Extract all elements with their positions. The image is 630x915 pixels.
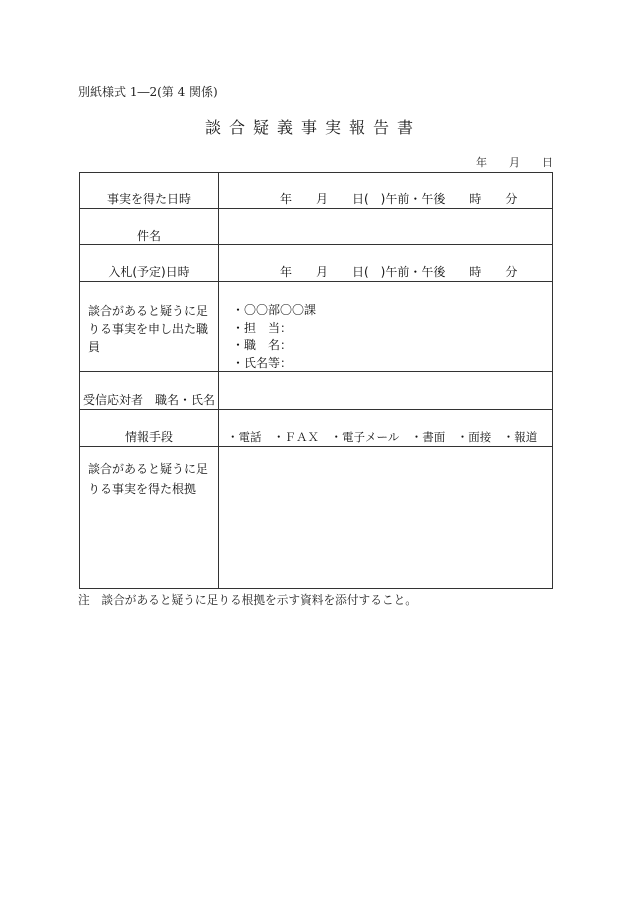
evidence-basis-label-line: 談合があると疑うに足	[88, 462, 209, 476]
staff-name-item: ・氏名等：	[232, 356, 293, 371]
reporting-staff-label-line: りる事実を申し出た職	[88, 322, 209, 336]
row-receiver	[80, 372, 552, 410]
report-form-table	[79, 172, 553, 589]
option-press: ・報道	[502, 430, 538, 444]
row-bid-datetime	[80, 245, 552, 282]
evidence-basis-value-field	[219, 447, 552, 588]
info-means-label: 情報手段	[80, 410, 219, 446]
row-subject	[80, 209, 552, 245]
document-title: 談合疑義事実報告書	[205, 118, 422, 137]
receiver-value-field	[219, 372, 552, 409]
evidence-basis-label	[80, 447, 219, 588]
bid-datetime-value: 年 月 日( )午前・午後 時 分	[280, 265, 518, 279]
option-fax: ・ＦＡＸ	[273, 430, 319, 444]
receiver-label: 受信応対者 職名・氏名	[80, 372, 219, 409]
reporting-staff-value	[219, 282, 552, 371]
staff-in-charge-item: ・担 当：	[232, 320, 293, 335]
staff-position-item: ・職 名：	[232, 338, 293, 353]
option-document: ・書面	[410, 430, 446, 444]
option-phone: ・電話	[227, 430, 262, 444]
reporting-staff-label-line: 談合があると疑うに足	[88, 304, 209, 318]
fact-datetime-label: 事実を得た日時	[80, 173, 219, 208]
report-date: 年 月 日	[476, 156, 553, 169]
row-reporting-staff	[80, 282, 552, 372]
option-email: ・電子メール	[330, 430, 400, 444]
row-evidence-basis	[80, 447, 552, 588]
row-info-means	[80, 410, 552, 447]
info-means-options	[219, 410, 552, 446]
fact-datetime-value: 年 月 日( )午前・午後 時 分	[280, 192, 518, 206]
bid-datetime-label: 入札(予定)日時	[80, 245, 219, 281]
subject-label: 件名	[80, 209, 219, 244]
form-reference: 別紙様式 1―2(第 4 関係)	[78, 85, 218, 99]
option-interview: ・面接	[456, 430, 492, 444]
staff-department-item: ・〇〇部〇〇課	[232, 303, 317, 317]
subject-value-field	[219, 209, 552, 244]
row-fact-datetime	[80, 173, 552, 209]
reporting-staff-label	[80, 282, 219, 371]
reporting-staff-label-line: 員	[88, 340, 101, 354]
evidence-basis-label-line: りる事実を得た根拠	[88, 482, 197, 496]
footnote: 注 談合があると疑うに足りる根拠を示す資料を添付すること。	[78, 593, 417, 607]
